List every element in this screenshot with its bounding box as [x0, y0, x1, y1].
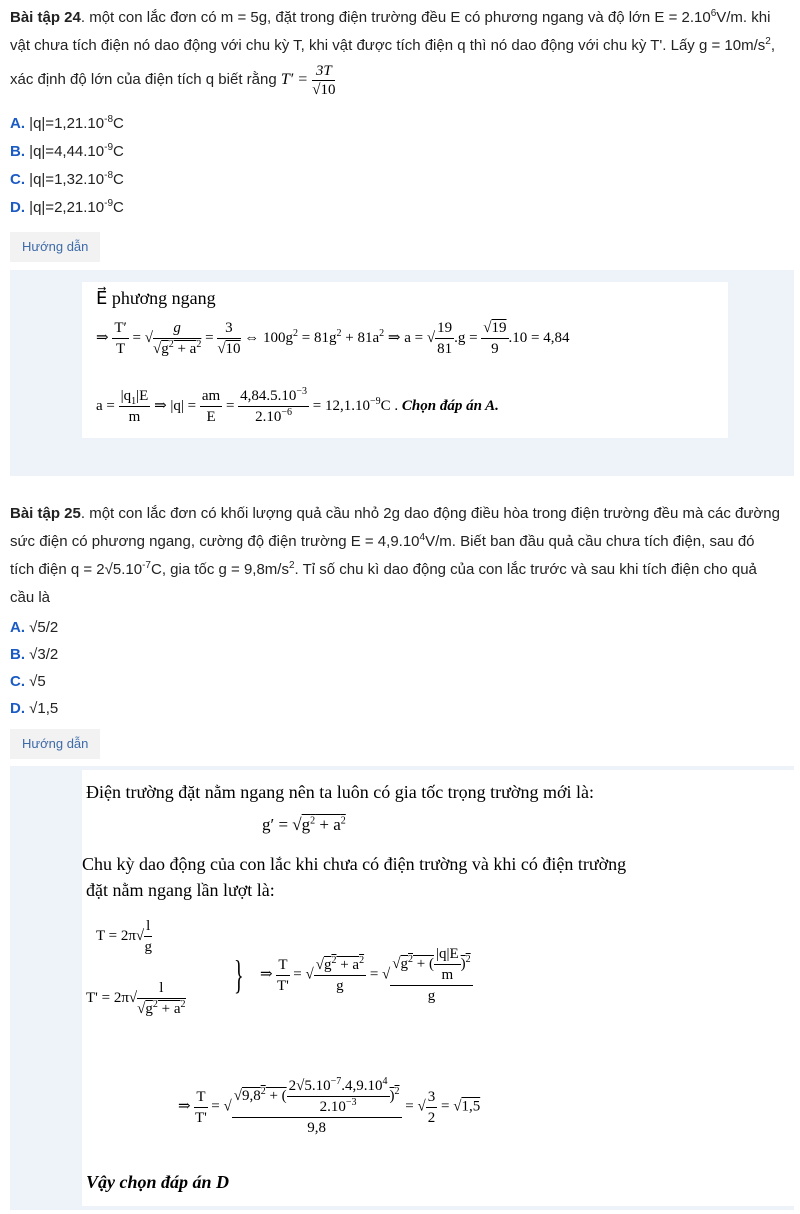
q25-line1: Bài tập 25. một con lắc đơn có khối lượng quả cầu nhỏ 2g dao động điều hòa trong điện trường đều mà các đường — [10, 505, 780, 522]
q24-option-b[interactable]: B. $|q|=4,44.10^{-9}C$ — [10, 142, 124, 160]
q25-line4: cầu là — [10, 589, 51, 606]
sol-conclusion: Vậy chọn đáp án D — [86, 1172, 230, 1192]
q25-statement — [10, 500, 796, 612]
q25-option-c[interactable]: C. √5 — [10, 673, 46, 690]
q24-line3: xác định độ lớn của điện tích q biết rằng T′ = $\frac{3T}{√10}$ — [10, 62, 336, 98]
q25-option-d[interactable]: D. √1,5 — [10, 700, 59, 717]
q25-guide-toggle[interactable]: Hướng dẫn — [10, 729, 100, 759]
q24-solution-image — [82, 282, 728, 438]
q24-option-a[interactable]: A. $|q|=1,21.10^{-8}C$ — [10, 114, 124, 132]
q25-line2: sức điện có phương ngang, cường độ điện trường $E = 4,9.10^4V/m$. Biết ban đầu quả cầu chưa tích điện, sau đó — [10, 532, 755, 550]
q24-option-d[interactable]: D. $|q|=2,21.10^{-9}C$ — [10, 198, 124, 216]
q24-guide-toggle[interactable]: Hướng dẫn — [10, 232, 100, 262]
sol-numeric: ⇒ $\frac{T}{T'}$ = √ $√9,8^2$ + ( $\frac{2√5.10^{-7}.4,9.10^4}{2.10^{-3}}$ )$^2$ 9,8 = √ $\frac{3}{2}$ = √1,5 — [178, 1076, 481, 1136]
sol-p2a: Chu kỳ dao động của con lắc khi chưa có điện trường và khi có điện trường — [82, 854, 627, 874]
q24-option-c[interactable]: C. $|q|=1,32.10^{-8}C$ — [10, 170, 124, 188]
sol-ratio: ⇒ $\frac{T}{T'}$ = √ $\frac{√g^2 + a^2}{g}$ = √ $√g^2$ + ( $\frac{|q|E}{m}$ )$^2$ g — [260, 946, 471, 1004]
sol-line-3: a = $\frac{|q_1|E}{m}$ ⇒ |q| = $\frac{am}{E}$ = $\frac{4,84.5.10^{-3}}{2.10^{-6}}$ = $12,1.10^{-9}C$ . Chọn đáp án A. — [96, 386, 499, 425]
sol-p1: Điện trường đặt nằm ngang nên ta luôn có gia tốc trọng trường mới là: — [86, 782, 594, 802]
given-lhs: T′ = — [280, 71, 309, 88]
sol-line-1: E⃗ phương ngang — [96, 288, 216, 308]
q25-line3: tích điện $q = 2√5.10^{-7}C$, gia tốc $g = 9,8m/s^2$. Tỉ số chu kì dao động của con lắc trước và sau khi tích điện cho quả — [10, 560, 757, 578]
q25-option-a[interactable]: A. √5/2 — [10, 619, 59, 636]
q24-solution-box — [10, 270, 794, 476]
sol-p2b: đặt nằm ngang lần lượt là: — [86, 880, 275, 900]
q24-line2: vật chưa tích điện nó dao động với chu kỳ T, khi vật được tích điện q thì nó dao động với chu kỳ T'. Lấy $g = 10m/s^2$, — [10, 36, 775, 54]
q24-statement — [10, 4, 796, 100]
sol-line-2: ⇒ $\frac{T'}{T}$ = √ $\frac{g}{√g^2 + a^2}$ = $\frac{3}{√10}$ ⇔ $100g^2 = 81g^2 + 81a^2$ ⇒ a = √ $\frac{19}{81}$ .g = $\frac{√19}{9}$ .10 = 4,84 — [96, 320, 570, 357]
sol-Tp: T' = 2π√ $\frac{l}{√g^2 + a^2}$ — [86, 980, 186, 1017]
sol-T: T = 2π√ $\frac{l}{g}$ — [96, 918, 152, 955]
q24-line1: Bài tập 24. một con lắc đơn có m = 5g, đặt trong điện trường đều E có phương ngang và độ lớn $E = 2.10^6V/m$. khi — [10, 8, 771, 26]
q25-option-b[interactable]: B. √3/2 — [10, 646, 59, 663]
brace: } — [234, 952, 244, 997]
q25-solution-box — [10, 766, 794, 1210]
sol-gprime: $g' = √g^2 + a^2$ — [262, 815, 346, 834]
given-fraction: $\frac{3T}{√10}$ — [312, 62, 336, 98]
q25-solution-image — [82, 770, 794, 1206]
